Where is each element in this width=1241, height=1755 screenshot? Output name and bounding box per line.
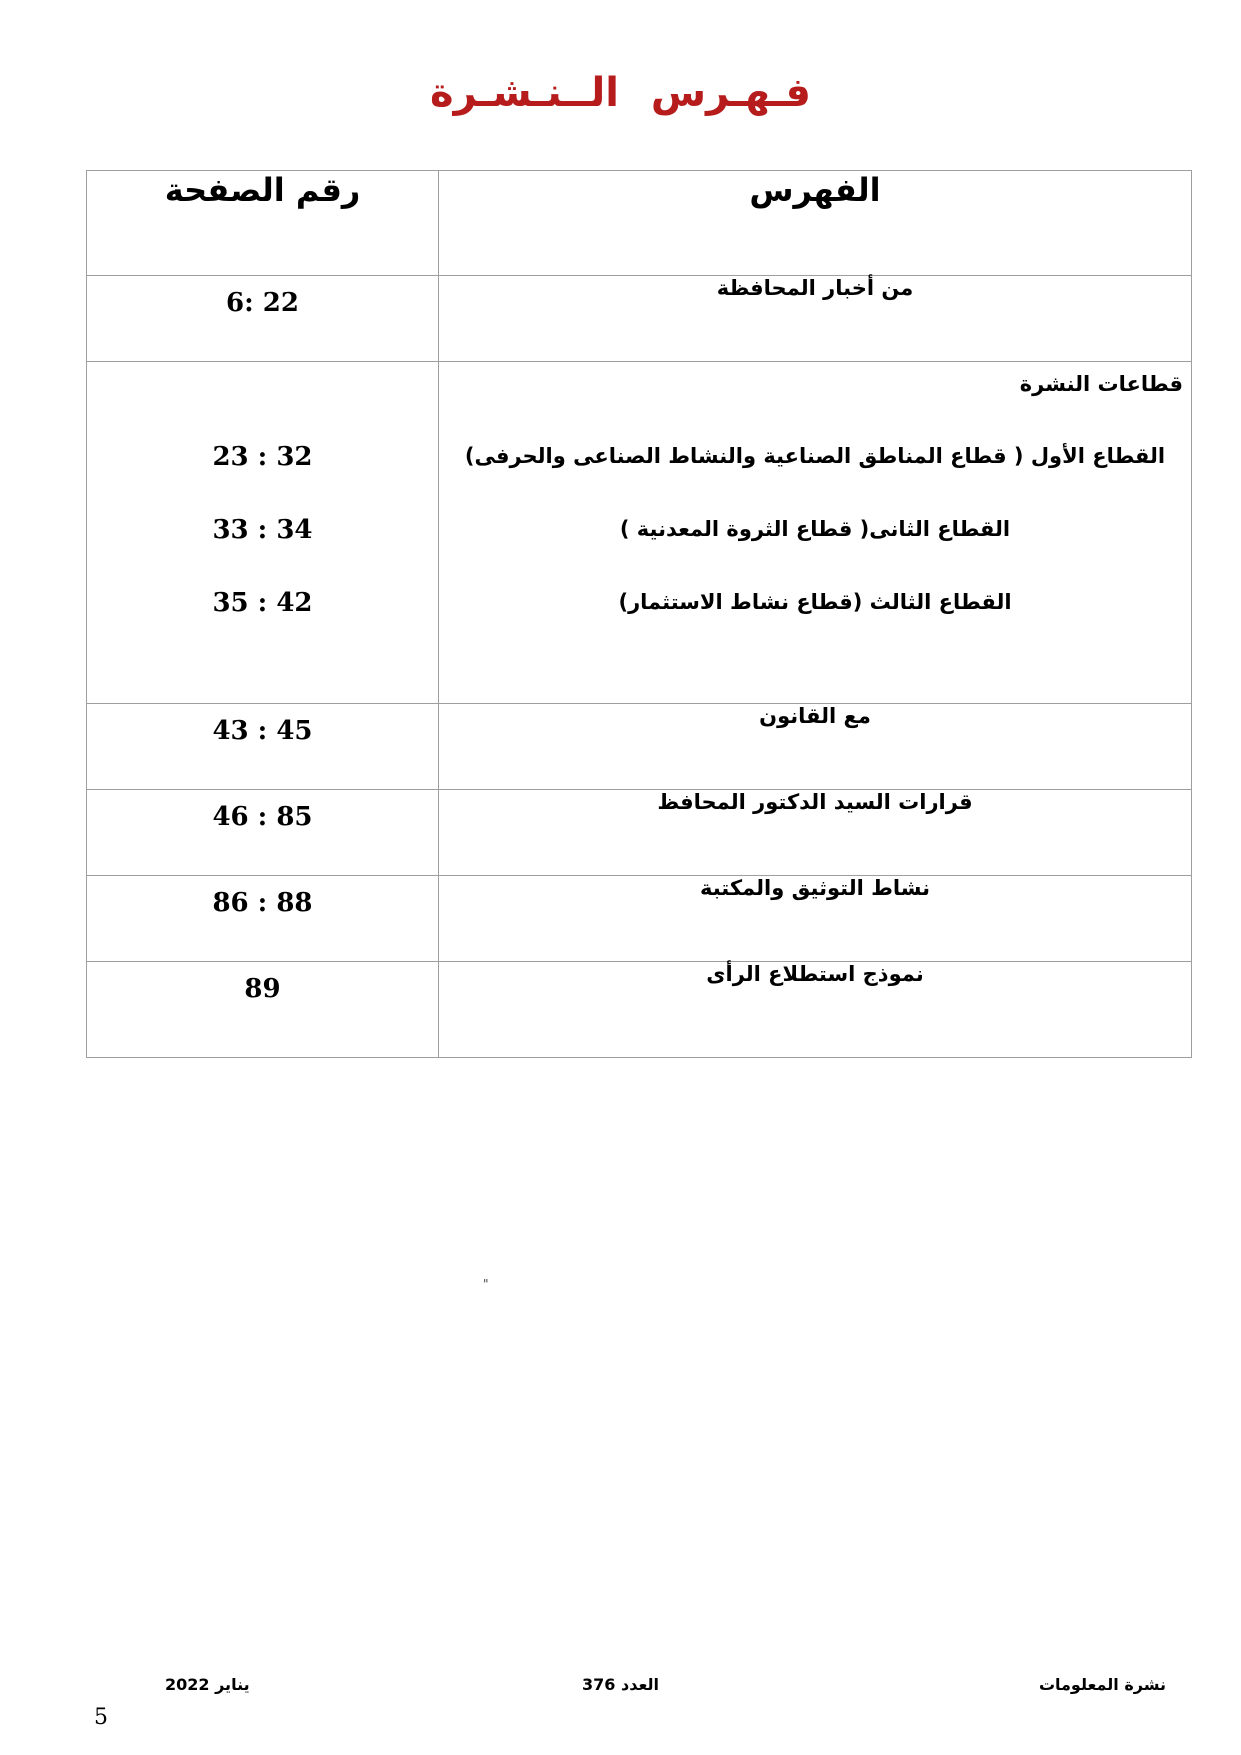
row-title: قرارات السيد الدكتور المحافظ — [439, 790, 1192, 876]
sectors-cell — [439, 362, 1192, 704]
table-row — [87, 962, 1192, 1058]
footer-publication: نشرة المعلومات — [1038, 1675, 1166, 1694]
footer-issue: العدد 376 — [582, 1675, 659, 1694]
page-title: فـهـرس الــنـشـرة — [430, 70, 811, 116]
header-index: الفهرس — [439, 171, 1192, 276]
table-row — [87, 704, 1192, 790]
row-title: مع القانون — [439, 704, 1192, 790]
table-header-row — [87, 171, 1192, 276]
header-page-number: رقم الصفحة — [87, 171, 439, 276]
row-title: نموذج استطلاع الرأى — [439, 962, 1192, 1058]
sector-item: القطاع الأول ( قطاع المناطق الصناعية والنشاط الصناعى والحرفى) — [464, 444, 1166, 468]
sectors-heading: قطاعات النشرة — [1019, 372, 1183, 396]
sectors-pages-cell — [87, 362, 439, 704]
sector-page: 33 : 34 — [212, 515, 313, 545]
stray-mark: " — [483, 1277, 489, 1291]
row-page: 43 : 45 — [87, 704, 439, 790]
table-row — [87, 790, 1192, 876]
index-table — [86, 170, 1192, 1058]
sector-item: القطاع الثانى( قطاع الثروة المعدنية ) — [619, 517, 1011, 541]
sectors-row — [87, 362, 1192, 704]
row-page: 86 : 88 — [87, 876, 439, 962]
sector-page: 23 : 32 — [212, 442, 313, 472]
row-title: نشاط التوثيق والمكتبة — [439, 876, 1192, 962]
page-number: 5 — [94, 1705, 108, 1730]
table-row — [87, 876, 1192, 962]
row-page: 89 — [87, 962, 439, 1058]
row-title: من أخبار المحافظة — [439, 276, 1192, 362]
sector-page: 35 : 42 — [212, 588, 313, 618]
table-row — [87, 276, 1192, 362]
row-page: 6: 22 — [87, 276, 439, 362]
footer-date: يناير 2022 — [165, 1675, 250, 1694]
row-page: 46 : 85 — [87, 790, 439, 876]
sector-item: القطاع الثالث (قطاع نشاط الاستثمار) — [618, 590, 1012, 614]
